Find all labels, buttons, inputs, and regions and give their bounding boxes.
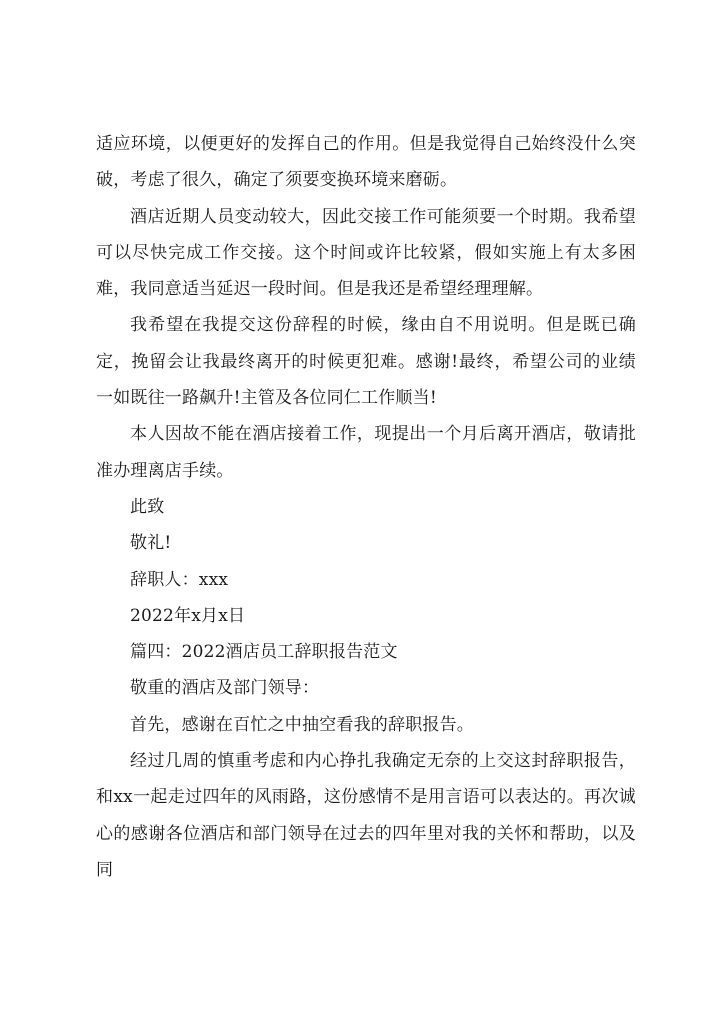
section-title: 篇四：2022酒店员工辞职报告范文 — [130, 642, 398, 663]
paragraph: 首先，感谢在百忙之中抽空看我的辞职报告。 — [130, 714, 474, 735]
paragraph: 酒店近期人员变动较大，因此交接工作可能须要一个时期。我希望可以尽快完成工作交接。这个时间或许比较紧，假如实施上有太多困难，我同意适当延迟一段时间。但是我还是希望经理理解。 — [96, 206, 636, 300]
closing-salutation: 此致 — [130, 496, 165, 517]
paragraph: 适应环境，以便更好的发挥自己的作用。但是我觉得自己始终没什么突破，考虑了很久，确定了须要变换环境来磨砺。 — [96, 134, 636, 191]
addressee: 敬重的酒店及部门领导： — [130, 678, 320, 699]
date-line: 2022年x月x日 — [130, 605, 246, 626]
signer-line: 辞职人：xxx — [130, 569, 229, 590]
closing-regards: 敬礼! — [130, 533, 172, 554]
paragraph: 经过几周的慎重考虑和内心挣扎我确定无奈的上交这封辞职报告，和xx一起走过四年的风雨路，这份感情不是用言语可以表达的。再次诚心的感谢各位酒店和部门领导在过去的四年里对我的关怀和帮助，以及同 — [96, 751, 636, 880]
paragraph: 我希望在我提交这份辞程的时候，缘由自不用说明。但是既已确定，挽留会让我最终离开的时候更犯难。感谢!最终，希望公司的业绩一如既往一路飙升!主管及各位同仁工作顺当! — [96, 315, 636, 409]
paragraph: 本人因故不能在酒店接着工作，现提出一个月后离开酒店，敬请批准办理离店手续。 — [96, 424, 636, 481]
document-body — [96, 126, 636, 888]
